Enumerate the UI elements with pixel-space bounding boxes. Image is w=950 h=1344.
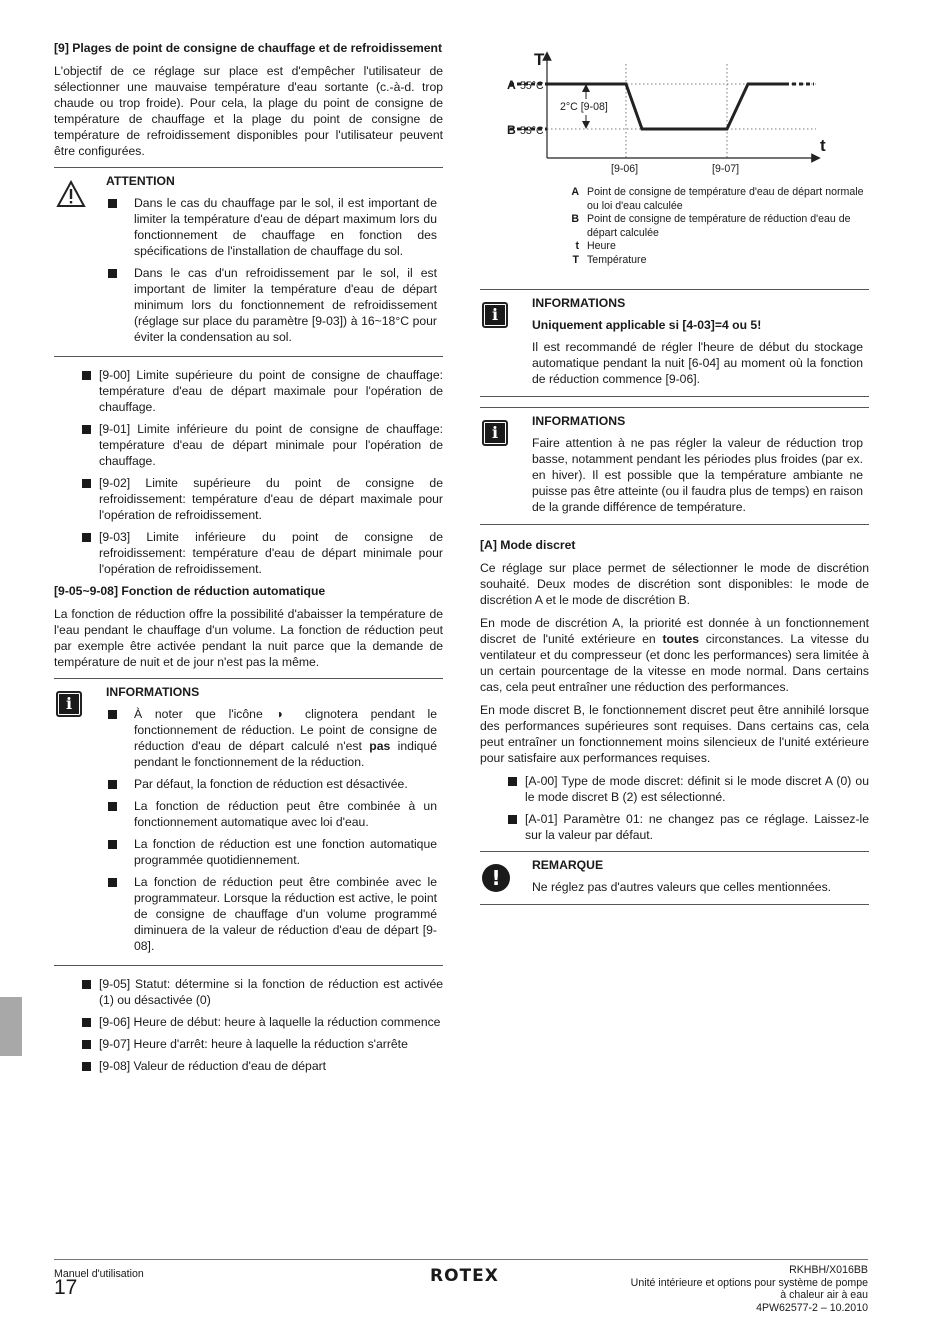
section-a-p3: En mode discret B, le fonctionnement discret peut être annihilé lorsque des performances supérieures sont requises. Dans certains cas, cela peut entraîner un fonctionnement moins silencieux de l'unité extérieure pour satisfaire aux performances requises. [480,703,869,765]
stop-label: [9-07] [712,163,740,175]
start-label: [9-06] [611,163,639,175]
section-905-title: [9-05~9-08] Fonction de réduction automatique [54,584,326,598]
b-key: B [507,123,516,137]
info-title: INFORMATIONS [532,414,626,428]
section-a-p2: En mode de discrétion A, la priorité est donnée à un fonctionnement discret de l'unité extérieure en toutes circonstances. La vitesse du ventilateur et du compresseur (et donc les performances) sera limitée à un certain pourcentage de la vitesse en mode normal. Dans certains cas, cela peut entraîner une réduction des performances. [480,616,869,694]
footer-info [631,1264,868,1314]
list-item: [9-08] Valeur de réduction d'eau de départ [54,1058,443,1074]
list-item: [9-07] Heure d'arrêt: heure à laquelle la réduction s'arrête [54,1036,443,1052]
list-item: À noter que l'icône ◑ clignotera pendant le fonctionnement de réduction. Le point de consigne de réduction d'eau de départ calculé n'est pas indiqué pendant le fonctionnement de la réduction. [106,706,437,770]
a-value: 55°C [520,80,544,92]
legend-entry: T Température [572,253,647,266]
section-9-intro: L'objectif de ce réglage sur place est d'empêcher l'utilisateur de sélectionner une mauvaise température d'eau sortante (c.-à-d. trop chaude ou trop froide). Pour cela, la plage du point de consigne de température de chauffage et la plage du point de consigne de température de refroidissement disponibles pour l'utilisateur peuvent être configurées. [54,64,443,158]
list-item: Dans le cas d'un refroidissement par le sol, il est important de limiter la température d'eau de départ minimum lors du fonctionnement de refroidissement (réglage sur place du paramètre [9-03]) à 16~18°C pour éviter la condensation au sol. [106,265,437,345]
warning-triangle-icon [56,180,86,210]
exclamation-icon: ! [482,864,512,894]
section-9-list [54,367,443,577]
attention-box [54,167,443,357]
section-tab-marker [0,997,22,1056]
list-item: [9-01] Limite inférieure du point de consigne de chauffage: température d'eau de départ minimale pour l'opération de chauffage. [54,421,443,469]
info-text: Il est recommandé de régler l'heure de début du stockage automatique pendant la nuit [6-04] au moment où la fonction de réduction commence [9-06]. [532,340,863,386]
list-item: La fonction de réduction est une fonction automatique programmée quotidiennement. [106,836,437,868]
section-905-list [54,976,443,1074]
legend-entry: t Heure [575,240,616,252]
attention-list [106,195,437,345]
section-a-list [480,773,869,843]
info-icon: i [482,420,512,450]
remarque-title: REMARQUE [532,858,604,872]
product-desc-2: à chaleur air à eau [780,1289,868,1301]
reduction-icon: ◑ [275,707,293,721]
list-item: La fonction de réduction peut être combinée avec le programmateur. Lorsque la réduction est active, le point de consigne de chauffage d'un volume programmé diminuera de la valeur de réduction d'eau de départ [9-08]. [106,874,437,954]
section-905-intro: La fonction de réduction offre la possibilité d'abaisser la température de l'eau pendant le chauffage d'un volume. La fonction de réduction peut par exemple être activée pendant la nuit parce que la demande de température de nuit et de jour n'est pas la même. [54,607,443,669]
b-value: 53°C [520,125,544,137]
list-item: La fonction de réduction peut être combinée à un fonctionnement automatique avec loi d'eau. [106,798,437,830]
list-item: [9-00] Limite supérieure du point de consigne de chauffage: température d'eau de départ maximale pour l'opération de chauffage. [54,367,443,415]
remarque-text: Ne réglez pas d'autres valeurs que celles mentionnées. [532,880,832,894]
model-code: RKHBH/X016BB [789,1264,868,1276]
section-a-title: [A] Mode discret [480,538,576,552]
time-axis-label: t [820,136,826,155]
manual-label: Manuel d'utilisation [54,1268,144,1280]
info-text: Faire attention à ne pas régler la valeur de réduction trop basse, notamment pendant les périodes plus froides (par ex. en hiver). Il est possible que la température ambiante ne puisse pas être atteinte (ou il faudra plus de temps) en raison de la grande différence de température. [532,436,863,514]
section-9-title: [9] Plages de point de consigne de chauffage et de refroidissement [54,41,443,55]
info-title: INFORMATIONS [106,685,200,699]
info-list [106,706,437,954]
remarque-box [480,851,869,905]
left-column [54,40,443,1080]
info-icon: i [56,691,86,721]
list-item: [9-05] Statut: détermine si la fonction de réduction est activée (1) ou désactivée (0) [54,976,443,1008]
list-item: [A-01] Paramètre 01: ne changez pas ce réglage. Laissez-le sur la valeur par défaut. [480,811,869,843]
info-box-storage [480,289,869,397]
document-ref: 4PW62577-2 – 10.2010 [756,1301,868,1314]
delta-label: 2°C [9-08] [560,101,608,113]
list-item: Dans le cas du chauffage par le sol, il est important de limiter la température d'eau de départ maximum lors du fonctionnement de chauffage en fonction des spécifications de l'installation de chauffage du sol. [106,195,437,259]
info-box-reduction [54,678,443,966]
legend-entry: A Point de consigne de température d'eau de départ normale ou loi d'eau calculée [571,186,864,212]
list-item: [A-00] Type de mode discret: définit si le mode discret A (0) ou le mode discret B (2) est sélectionné. [480,773,869,805]
info-box-warning-low [480,407,869,525]
page-number: 17 [54,1276,78,1299]
list-item: Par défaut, la fonction de réduction est désactivée. [106,776,437,792]
page-footer [54,1259,868,1314]
info-title: INFORMATIONS [532,296,626,310]
product-desc-1: Unité intérieure et options pour système de pompe [630,1276,868,1289]
right-column [480,40,869,915]
attention-title: ATTENTION [106,174,175,188]
a-key: A [507,78,516,92]
diagram-legend [562,186,869,267]
list-item: [9-02] Limite supérieure du point de consigne de refroidissement: température d'eau de départ maximale pour l'opération de refroidissement. [54,475,443,523]
info-icon: i [482,302,512,332]
legend-entry: B Point de consigne de température de réduction d'eau de départ calculée [571,213,851,239]
rotex-logo: ROTEX [430,1266,499,1286]
info-subtitle: Uniquement applicable si [4-03]=4 ou 5! [532,318,762,332]
t-axis-label: T [534,50,545,69]
section-a-p1: Ce réglage sur place permet de sélectionner le mode de discrétion souhaité. Deux modes de discrétion sont disponibles: le mode de discrétion A et le mode de discrétion B. [480,561,869,607]
list-item: [9-03] Limite inférieure du point de consigne de refroidissement: température d'eau de départ minimale pour l'opération de refroidissement. [54,529,443,577]
reduction-diagram [480,40,869,180]
list-item: [9-06] Heure de début: heure à laquelle la réduction commence [54,1014,443,1030]
